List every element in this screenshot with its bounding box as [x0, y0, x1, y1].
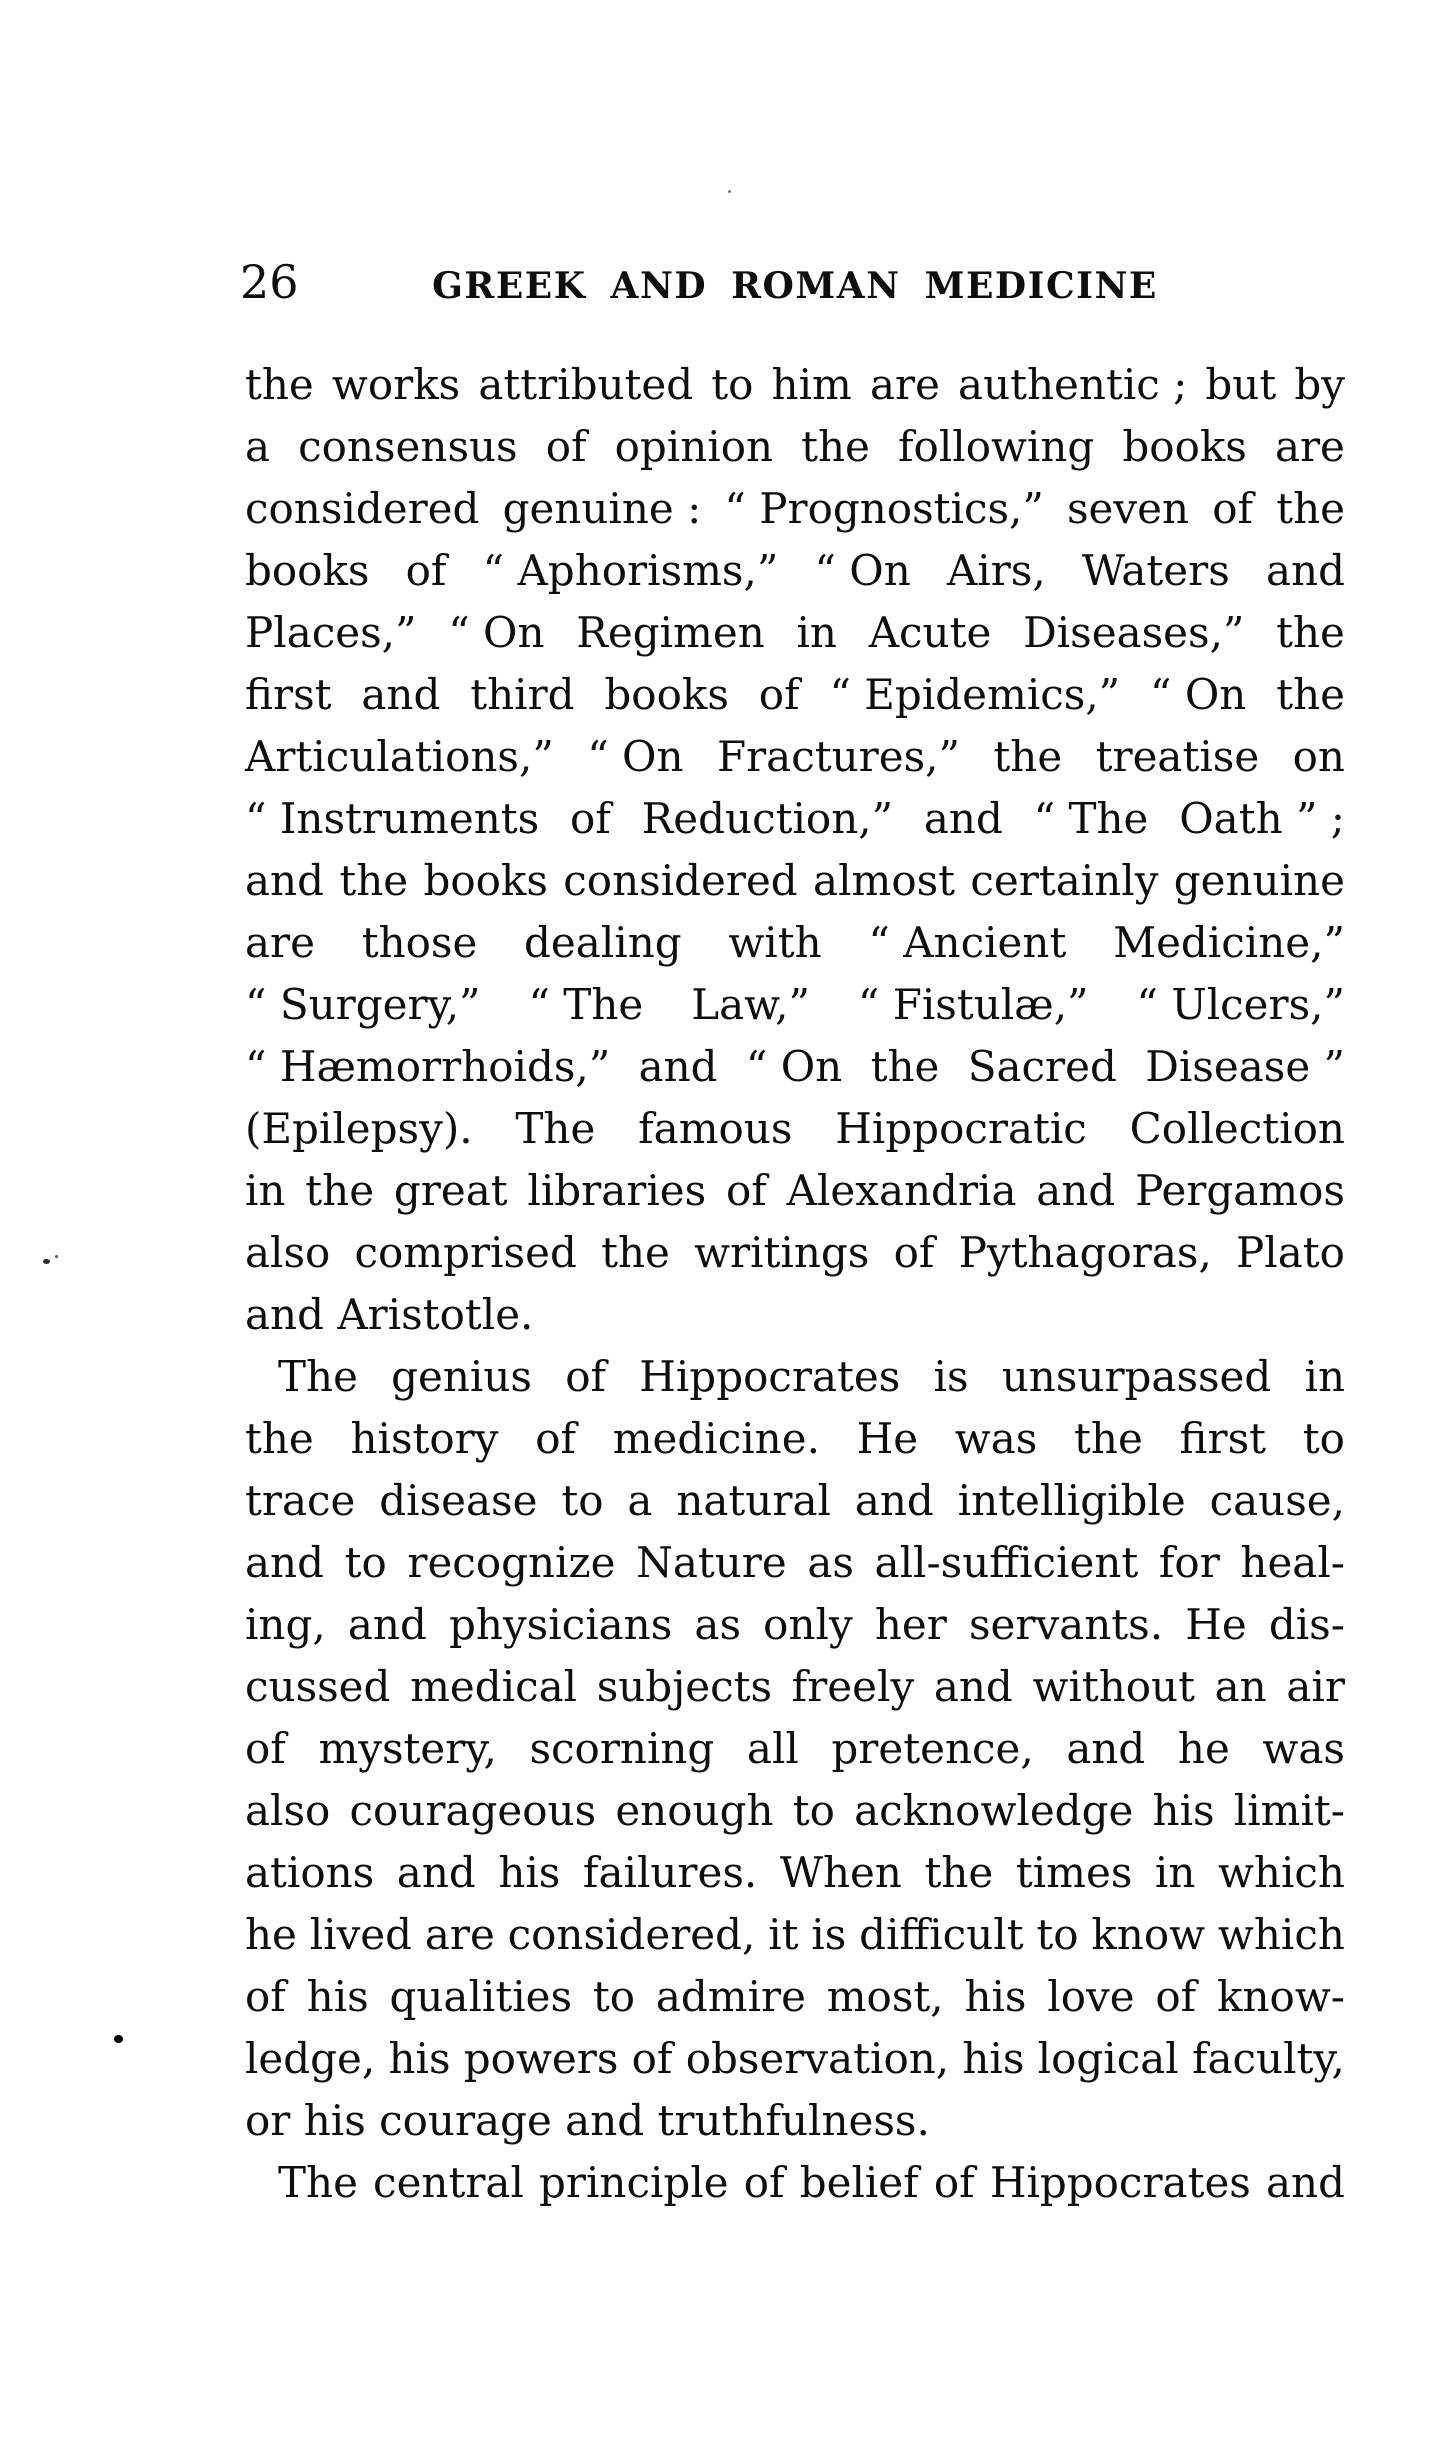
text-line: or his courage and truthfulness.: [245, 2096, 930, 2145]
text-line: the history of medicine. He was the first to: [245, 1414, 1345, 1463]
text-line: also courageous enough to acknowledge his limit-: [245, 1786, 1345, 1835]
text-line: he lived are considered, it is difficult to know which: [245, 1910, 1345, 1959]
text-line: are those dealing with “ Ancient Medicine,”: [245, 918, 1345, 967]
ink-speck: [43, 1259, 50, 1264]
page-number: 26: [240, 255, 299, 309]
text-line: the works attributed to him are authentic ; but by: [245, 360, 1345, 409]
text-line: “ Instruments of Reduction,” and “ The Oath ” ;: [245, 794, 1345, 843]
text-line: The genius of Hippocrates is unsurpassed in: [278, 1352, 1345, 1401]
text-line: Articulations,” “ On Fractures,” the treatise on: [245, 732, 1345, 781]
text-line: ledge, his powers of observation, his logical faculty,: [245, 2034, 1345, 2083]
text-line: ations and his failures. When the times in which: [245, 1848, 1345, 1897]
text-line: Places,” “ On Regimen in Acute Diseases,” the: [245, 608, 1345, 657]
ink-speck: [55, 1255, 58, 1258]
text-line: trace disease to a natural and intelligible cause,: [245, 1476, 1345, 1525]
text-line: ing, and physicians as only her servants. He dis-: [245, 1600, 1345, 1649]
text-line: a consensus of opinion the following books are: [245, 422, 1345, 471]
text-line: cussed medical subjects freely and without an air: [245, 1662, 1345, 1711]
text-line: of his qualities to admire most, his love of know-: [245, 1972, 1345, 2021]
text-line: books of “ Aphorisms,” “ On Airs, Waters and: [245, 546, 1345, 595]
text-line: and to recognize Nature as all-sufficient for heal-: [245, 1538, 1345, 1587]
ink-speck: [114, 2035, 123, 2043]
text-line: and the books considered almost certainly genuine: [245, 856, 1345, 905]
text-line: considered genuine : “ Prognostics,” seven of the: [245, 484, 1345, 533]
text-line: (Epilepsy). The famous Hippocratic Collection: [245, 1104, 1345, 1153]
text-line: “ Surgery,” “ The Law,” “ Fistulæ,” “ Ulcers,”: [245, 980, 1345, 1029]
ink-speck: [728, 190, 731, 193]
text-line: first and third books of “ Epidemics,” “ On the: [245, 670, 1345, 719]
text-line: in the great libraries of Alexandria and Pergamos: [245, 1166, 1345, 1215]
text-line: “ Hæmorrhoids,” and “ On the Sacred Disease ”: [245, 1042, 1345, 1091]
text-line: of mystery, scorning all pretence, and he was: [245, 1724, 1345, 1773]
body-text: [245, 354, 1345, 2214]
running-title: GREEK AND ROMAN MEDICINE: [432, 265, 1158, 307]
text-line: The central principle of belief of Hippocrates and: [278, 2158, 1345, 2207]
text-line: also comprised the writings of Pythagoras, Plato: [245, 1228, 1345, 1277]
text-line: and Aristotle.: [245, 1290, 534, 1339]
